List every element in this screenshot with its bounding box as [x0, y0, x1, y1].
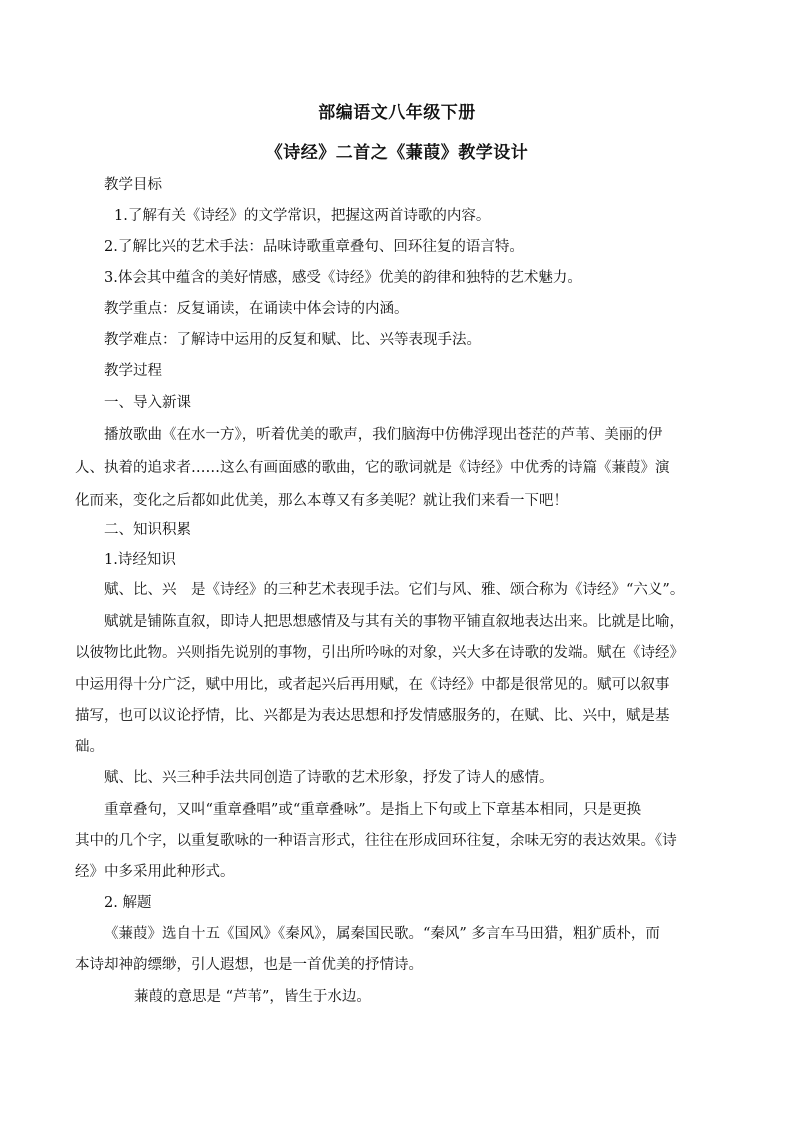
intro-line-2: 人、执着的追求者……这么有画面感的歌曲，它的歌词就是《诗经》中优秀的诗篇《蒹葭》演 — [75, 460, 670, 476]
document-title: 部编语文八年级下册 — [318, 103, 476, 123]
fu-line-2: 以彼物比此物。兴则指先说别的事物，引出所吟咏的对象，兴大多在诗歌的发端。赋在《诗经》 — [75, 645, 684, 661]
intro-line-3: 化而来，变化之后都如此优美，那么本尊又有多美呢？就让我们来看一下吧！ — [75, 493, 568, 509]
objectives-heading: 教学目标 — [104, 177, 162, 193]
objective-1: 1.了解有关《诗经》的文学常识，把握这两首诗歌的内容。 — [114, 208, 491, 224]
difficulty: 教学难点：了解诗中运用的反复和赋、比、兴等表现手法。 — [104, 332, 481, 348]
jianjia-line-1: 《蒹葭》选自十五《国风》《秦风》，属秦国民歌。“秦风” 多言车马田猎，粗犷质朴，而 — [104, 926, 660, 942]
section-2-heading: 二、知识积累 — [104, 522, 191, 538]
fu-line-3: 中运用得十分广泛，赋中用比，或者起兴后再用赋，在《诗经》中都是很常见的。赋可以叙事 — [75, 677, 670, 693]
jianjia-line-2: 本诗却神韵缥缈，引人遐想，也是一首优美的抒情诗。 — [75, 957, 423, 973]
key-point: 教学重点：反复诵读，在诵读中体会诗的内涵。 — [104, 301, 409, 317]
meaning-line: 蒹葭的意思是 “芦苇”，皆生于水边。 — [134, 989, 371, 1005]
chongzhang-line-1: 重章叠句，又叫“重章叠唱”或“重章叠咏”。是指上下句或上下章基本相同，只是更换 — [104, 802, 642, 818]
fubixing-line: 赋、比、兴 是《诗经》的三种艺术表现手法。它们与风、雅、颂合称为《诗经》“六义”。 — [104, 582, 685, 598]
intro-line-1: 播放歌曲《在水一方》，听着优美的歌声，我们脑海中仿佛浮现出苍茫的芦苇、美丽的伊 — [104, 427, 663, 443]
fu-line-5: 础。 — [75, 739, 104, 755]
chongzhang-line-3: 经》中多采用此种形式。 — [75, 864, 235, 880]
objective-3: 3.体会其中蕴含的美好情感，感受《诗经》优美的韵律和独特的艺术魅力。 — [104, 270, 582, 286]
sub-2-heading: 2. 解题 — [104, 895, 152, 911]
process-heading: 教学过程 — [104, 363, 162, 379]
fu-line-1: 赋就是铺陈直叙，即诗人把思想感情及与其有关的事物平铺直叙地表达出来。比就是比喻， — [104, 614, 684, 630]
chongzhang-line-2: 其中的几个字，以重复歌咏的一种语言形式，往往在形成回环往复，余味无穷的表达效果。《诗 — [75, 833, 677, 849]
section-1-heading: 一、导入新课 — [104, 395, 191, 411]
objective-2: 2.了解比兴的艺术手法：品味诗歌重章叠句、回环往复的语言特。 — [104, 239, 524, 255]
sub-1-heading: 1.诗经知识 — [104, 552, 176, 568]
three-methods-line: 赋、比、兴三种手法共同创造了诗歌的艺术形象，抒发了诗人的感情。 — [104, 770, 554, 786]
document-subtitle: 《诗经》二首之《蒹葭》教学设计 — [265, 143, 529, 163]
fu-line-4: 描写，也可以议论抒情，比、兴都是为表达思想和抒发情感服务的，在赋、比、兴中，赋是基 — [75, 708, 670, 724]
